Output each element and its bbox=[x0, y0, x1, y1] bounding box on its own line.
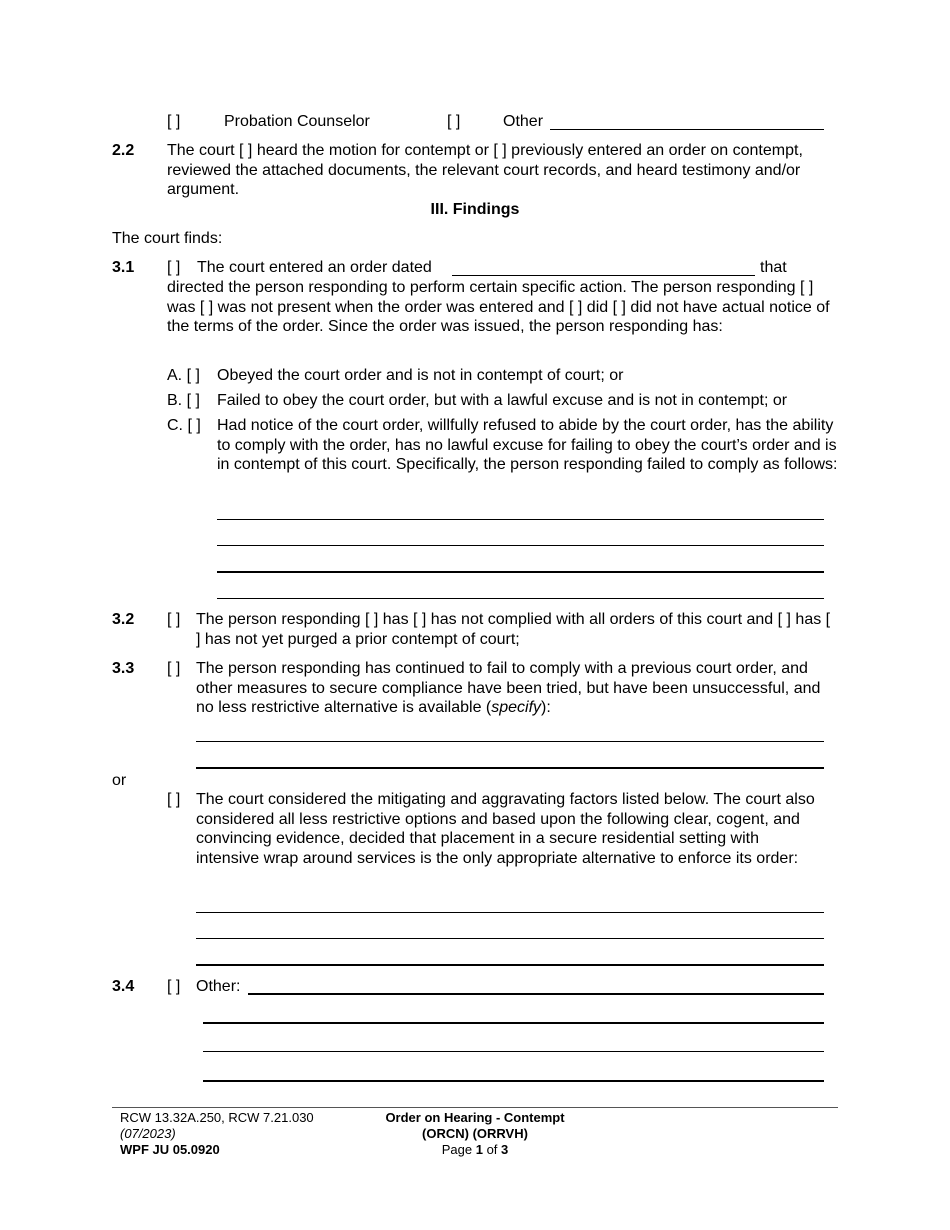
comply-detail-line[interactable] bbox=[217, 571, 824, 573]
section-number-2-2: 2.2 bbox=[112, 142, 135, 159]
specify-input-line[interactable] bbox=[196, 767, 824, 769]
total-pages: 3 bbox=[501, 1142, 509, 1157]
section-3-3-alternative-text: The court considered the mitigating and aggravating factors listed below. The court also considered all less restrictive options and based upon the following clear, cogent, and convincing evidence, decided that placement in a secure residential setting with intensive wrap around services is the only appropriate alternative to enforce its order: bbox=[196, 791, 815, 867]
section-number-3-3: 3.3 bbox=[112, 660, 135, 677]
other-input-line[interactable] bbox=[203, 1080, 824, 1082]
other-party-input-line[interactable] bbox=[550, 129, 824, 130]
evidence-input-line[interactable] bbox=[196, 912, 824, 913]
comply-detail-line[interactable] bbox=[217, 598, 824, 599]
evidence-input-line[interactable] bbox=[196, 938, 824, 939]
section-2-2-text: The court [ ] heard the motion for contempt or [ ] previously entered an order on contempt, reviewed the attached documents, the relevant court records, and heard testimony and/or argument. bbox=[167, 142, 803, 198]
checkbox-probation-counselor[interactable]: [ ] bbox=[167, 113, 181, 130]
section-number-3-1: 3.1 bbox=[112, 259, 135, 276]
section-3-3-end: ): bbox=[541, 699, 551, 716]
section-number-3-4: 3.4 bbox=[112, 978, 135, 995]
checkbox-other-party[interactable]: [ ] bbox=[447, 113, 461, 130]
footer-date: (07/2023) bbox=[120, 1126, 176, 1141]
other-input-line[interactable] bbox=[248, 993, 824, 995]
section-3-3-body: The person responding has continued to fail to comply with a previous court order, and other measures to secure compliance have been tried, but have been unsuccessful, and no less restrictive alternative is available ( bbox=[196, 660, 821, 716]
section-3-3-text bbox=[196, 659, 826, 718]
other-label: Other: bbox=[196, 978, 241, 995]
specify-input-line[interactable] bbox=[196, 741, 824, 742]
other-input-line[interactable] bbox=[203, 1051, 824, 1052]
order-dated-label: The court entered an order dated bbox=[197, 259, 432, 276]
page-word: Page bbox=[441, 1142, 473, 1157]
option-b-text: Failed to obey the court order, but with a lawful excuse and is not in contempt; or bbox=[217, 392, 788, 409]
specify-label: specify bbox=[491, 699, 542, 716]
probation-counselor-label: Probation Counselor bbox=[224, 113, 370, 130]
footer-title: Order on Hearing - Contempt bbox=[385, 1110, 565, 1125]
checkbox-3-3[interactable]: [ ] bbox=[167, 660, 181, 677]
other-input-line[interactable] bbox=[203, 1022, 824, 1024]
footer-rcw: RCW 13.32A.250, RCW 7.21.030 bbox=[120, 1110, 314, 1125]
footer-form-number: WPF JU 05.0920 bbox=[120, 1142, 220, 1157]
checkbox-3-2[interactable]: [ ] bbox=[167, 611, 181, 628]
comply-detail-line[interactable] bbox=[217, 519, 824, 520]
checkbox-3-1[interactable]: [ ] bbox=[167, 259, 181, 276]
checkbox-3-4[interactable]: [ ] bbox=[167, 978, 181, 995]
or-text: or bbox=[112, 772, 127, 789]
findings-heading: III. Findings bbox=[430, 201, 520, 218]
checkbox-3-3-alternative[interactable]: [ ] bbox=[167, 791, 181, 808]
court-finds-text: The court finds: bbox=[112, 230, 223, 247]
comply-detail-line[interactable] bbox=[217, 545, 824, 546]
of-word: of bbox=[486, 1142, 498, 1157]
other-party-label: Other bbox=[503, 113, 544, 130]
option-b-label[interactable]: B. [ ] bbox=[167, 392, 200, 409]
section-number-3-2: 3.2 bbox=[112, 611, 135, 628]
option-a-text: Obeyed the court order and is not in contempt of court; or bbox=[217, 367, 624, 384]
evidence-input-line[interactable] bbox=[196, 964, 824, 966]
section-3-1-text: directed the person responding to perform certain specific action. The person responding [ ] was [ ] was not present when the order was entered and [ ] did [ ] did not have actual notice of the terms of the order. Since the order was issued, the person responding has: bbox=[167, 279, 830, 335]
option-c-text: Had notice of the court order, willfully refused to abide by the court order, has the ability to comply with the order, has no lawful excuse for failing to obey the court’s order and is in contempt of this court. Specifically, the person responding failed to comply as follows: bbox=[217, 417, 838, 473]
option-c-label[interactable]: C. [ ] bbox=[167, 417, 201, 434]
option-a-label[interactable]: A. [ ] bbox=[167, 367, 200, 384]
order-date-input-line[interactable] bbox=[452, 275, 755, 276]
current-page: 1 bbox=[475, 1142, 483, 1157]
footer-form-codes: (ORCN) (ORRVH) bbox=[422, 1126, 528, 1141]
order-dated-that: that bbox=[760, 259, 787, 276]
section-3-2-text: The person responding [ ] has [ ] has not complied with all orders of this court and [ ] has [ ] has not yet purged a prior contempt of court; bbox=[196, 611, 831, 648]
footer-divider bbox=[112, 1107, 838, 1108]
footer-page-number bbox=[344, 1142, 606, 1158]
